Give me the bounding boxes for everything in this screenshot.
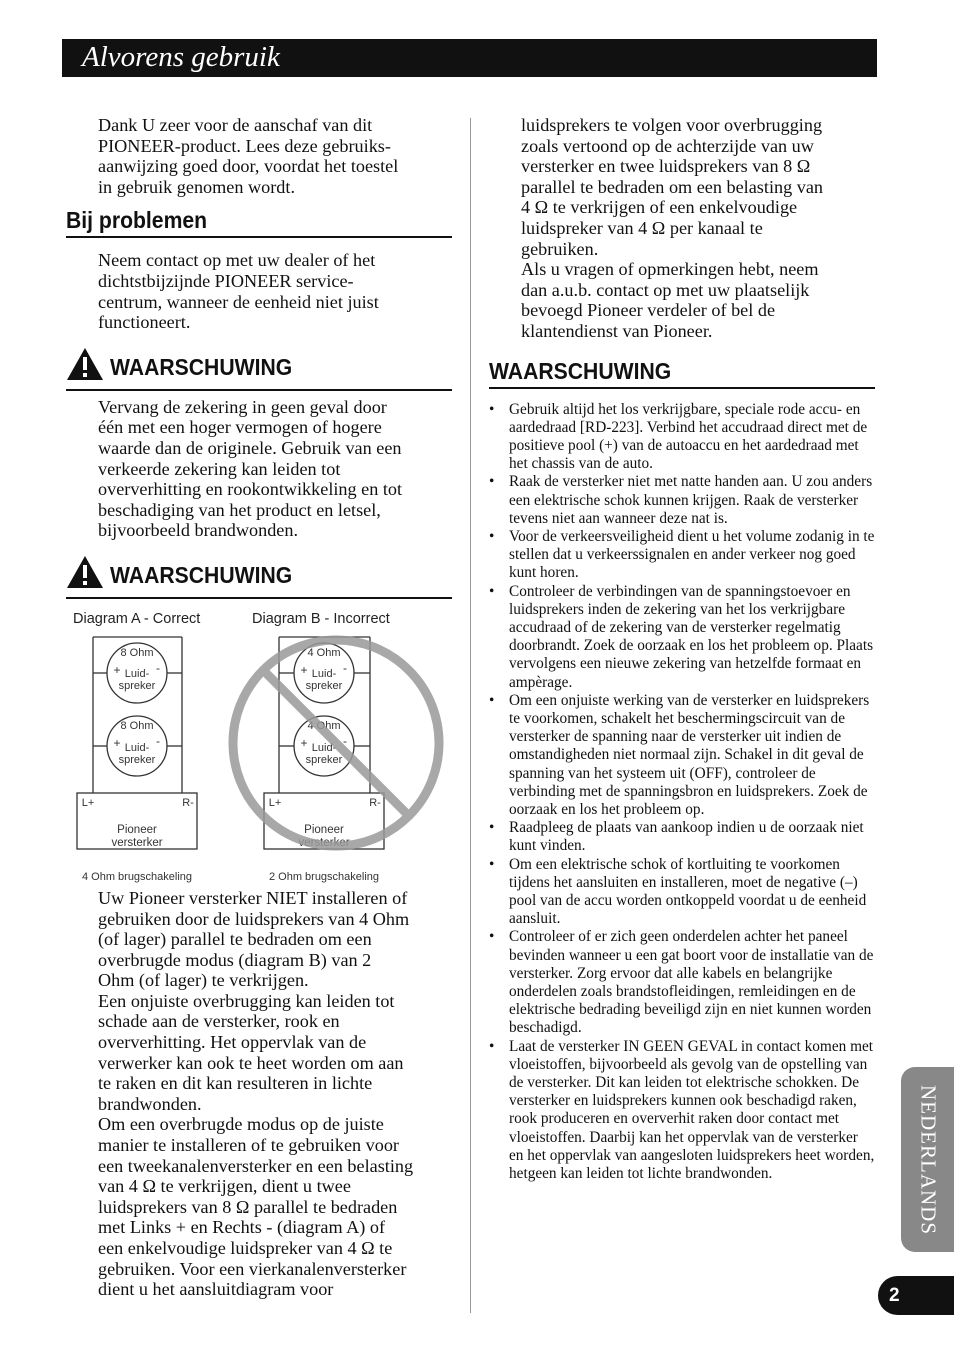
speaker-b1-word1: Luid-	[311, 667, 337, 680]
diagram-a-caption: 4 Ohm brugschakeling	[81, 870, 193, 883]
diagram-a-label: Diagram A - Correct	[73, 610, 201, 627]
warning2-text: Uw Pioneer versterker NIET installeren of gebruiken door de luidsprekers van 4 Ohm (of lager) parallel te bedraden om een overbrugde modus (diagram B) van 2 Ohm (of lager) te verkrijgen. Een onjuiste overbrugging kan leiden tot schade aan de versterker, rook en oververhitting. Het oppervlak van de verwerker kan ook te heet worden om aan te raken en dit kan resulteren in lichte brandwonden. Om een overbrugde modus op de juiste manier te installeren of te gebruiken voor een tweekanalenversterker en een belasting van 4 Ω te verkrijgen, dient u twee luidsprekers van 8 Ω parallel te bedraden met Links + en Rechts - (diagram A) of een enkelvoudige luidspreker van 4 Ω te gebruiken. Voor een vierkanalenversterker dient u het aansluitdiagram voor	[98, 887, 414, 1300]
amp-a-lplus: L+	[81, 796, 95, 809]
amp-b-lplus: L+	[268, 796, 282, 809]
page-title: Alvorens gebruik	[82, 41, 280, 73]
speaker-b2-plus: +	[300, 735, 308, 750]
speaker-a2-minus: -	[156, 733, 160, 748]
list-item: • Raak de versterker niet met natte handen aan. U zou anders een elektrische schok kunnen krijgen. Raak de versterker tevens niet aan wanneer deze nat is.	[489, 473, 875, 528]
speaker-a2-word1: Luid-	[124, 741, 150, 754]
problems-heading	[66, 207, 452, 238]
diagram-b-label: Diagram B - Incorrect	[252, 610, 390, 627]
speaker-a1-word2: spreker	[118, 679, 156, 692]
speaker-a2-ohm: 8 Ohm	[120, 719, 154, 732]
speaker-b1-plus: +	[300, 662, 308, 677]
problems-heading-text: Bij problemen	[66, 207, 208, 234]
speaker-b1-minus: -	[343, 660, 347, 675]
list-item: • Gebruik altijd het los verkrijgbare, speciale rode accu- en aardedraad [RD-223]. Verbind het accudraad direct met de positieve pool (+) van de autoaccu en het aardedraad met het chassis van de auto.	[489, 401, 875, 474]
bridging-diagram-svg	[66, 611, 452, 891]
problems-text: Neem contact op met uw dealer of het dichtstbijzijnde PIONEER service- centrum, wanneer de eenheid niet juist functioneert.	[98, 250, 379, 333]
amp-a-rminus: R-	[182, 796, 194, 809]
amp-a-word1: Pioneer	[117, 823, 157, 836]
speaker-b2-word1: Luid-	[311, 741, 337, 754]
speaker-a2-word2: spreker	[118, 753, 156, 766]
speaker-a1-plus: +	[113, 662, 121, 677]
left-column	[66, 115, 452, 1300]
column-divider	[470, 118, 471, 1313]
speaker-b2-minus: -	[343, 733, 347, 748]
list-item: • Voor de verkeersveiligheid dient u het volume zodanig in te stellen dat u verkeerssignalen en ander verkeer nog goed kunt horen.	[489, 528, 875, 583]
speaker-b2-ohm: 4 Ohm	[307, 719, 341, 732]
speaker-b1-word2: spreker	[305, 679, 343, 692]
warning1-text: Vervang de zekering in geen geval door één met een hoger vermogen of hogere waarde dan de originele. Gebruik van een verkeerde zekering kan leiden tot oververhitting en rookontwikkeling en tot beschadiging van het product en letsel, bijvoorbeeld brandwonden.	[98, 396, 403, 541]
list-item: • Controleer de verbindingen van de spanningstoevoer en luidsprekers inden de zekering van het los verkrijgbare accudraad of de zekering van de versterker regelmatig doorbrandt. Zoek de oorzaak en los het probleem op. Plaats vervolgens een nieuwe zekering van hetzelfde formaat en ampèrage.	[489, 583, 875, 692]
speaker-b1-ohm: 4 Ohm	[307, 646, 341, 659]
list-item: • Om een onjuiste werking van de versterker en luidsprekers te voorkomen, schakelt het beschermingscircuit van de versterker de spanning naar de versterker uit indien de omstandigheden niet normaal zijn. Schakel in dit geval de spanning van het systeem uit (OFF), controleer de verbinding met de spanningsbron en luidsprekers. Zoek de oorzaak en los het probleem op.	[489, 692, 875, 819]
warning1-heading	[66, 347, 452, 391]
warning2-heading	[66, 555, 452, 599]
warning-icon	[66, 555, 104, 595]
amp-b-rminus: R-	[369, 796, 381, 809]
diagram-b-caption: 2 Ohm brugschakeling	[268, 870, 380, 883]
right-column	[489, 115, 875, 1183]
list-item: • Laat de versterker IN GEEN GEVAL in contact komen met vloeistoffen, bijvoorbeeld als gevolg van de opstelling van de versterker. Dit kan leiden tot elektrische schokken. De versterker en luidsprekers kunnen ook beschadigd raken, rook produceren en oververhit raken door contact met vloeistoffen. Daarbij kan het oppervlak van de versterker en het oppervlak van aangesloten luidsprekers heet worden, hetgeen kan leiden tot lichte brandwonden.	[489, 1038, 875, 1184]
intro-text: Dank U zeer voor de aanschaf van dit PIONEER-product. Lees deze gebruiks- aanwijzing goed door, voordat het toestel in gebruik genomen wordt.	[98, 115, 399, 197]
amp-b-word1: Pioneer	[304, 823, 344, 836]
speaker-a2-plus: +	[113, 735, 121, 750]
list-item: • Controleer of er zich geen onderdelen achter het paneel bevinden wanneer u een gat boort voor de installatie van de versterker. Zorg ervoor dat alle kabels en belangrijke onderdelen zoals brandstofleidingen, remleidingen en de elektrische bedrading beveiligd zijn en niet kunnen worden beschadigd.	[489, 928, 875, 1037]
speaker-a1-word1: Luid-	[124, 667, 150, 680]
warning3-heading-text: WAARSCHUWING	[489, 357, 672, 384]
speaker-b2-word2: spreker	[305, 753, 343, 766]
list-item: • Raadpleeg de plaats van aankoop indien u de oorzaak niet kunt vinden.	[489, 819, 875, 855]
continuation-text: luidsprekers te volgen voor overbrugging zoals vertoond op de achterzijde van uw versterker en twee luidsprekers van 8 Ω parallel te bedraden om een belasting van 4 Ω te verkrijgen of een enkelvoudige luidspreker van 4 Ω per kanaal te gebruiken. Als u vragen of opmerkingen hebt, neem dan a.u.b. contact op met uw plaatselijk bevoegd Pioneer verdeler of bel de klantendienst van Pioneer.	[521, 115, 823, 341]
warning3-list	[489, 401, 875, 1184]
warning1-heading-text: WAARSCHUWING	[110, 353, 293, 380]
warning3-heading	[489, 358, 875, 389]
list-item: • Om een elektrische schok of kortluiting te voorkomen tijdens het aansluiten en installeren, moet de negative (–) pool van de accu worden ontkoppeld voordat u de eenheid aansluit.	[489, 856, 875, 929]
speaker-a1-ohm: 8 Ohm	[120, 646, 154, 659]
speaker-a1-minus: -	[156, 660, 160, 675]
header-bar	[62, 39, 877, 77]
language-tab	[901, 1067, 954, 1252]
warning-icon	[66, 347, 104, 387]
bridging-diagram	[66, 611, 452, 891]
amp-a-word2: versterker	[111, 836, 163, 849]
page-number: 2	[889, 1285, 900, 1306]
amp-b-word2: versterker	[298, 836, 350, 849]
page-number-badge	[878, 1276, 954, 1315]
warning2-heading-text: WAARSCHUWING	[110, 561, 293, 588]
language-tab-text: NEDERLANDS	[916, 1084, 940, 1235]
